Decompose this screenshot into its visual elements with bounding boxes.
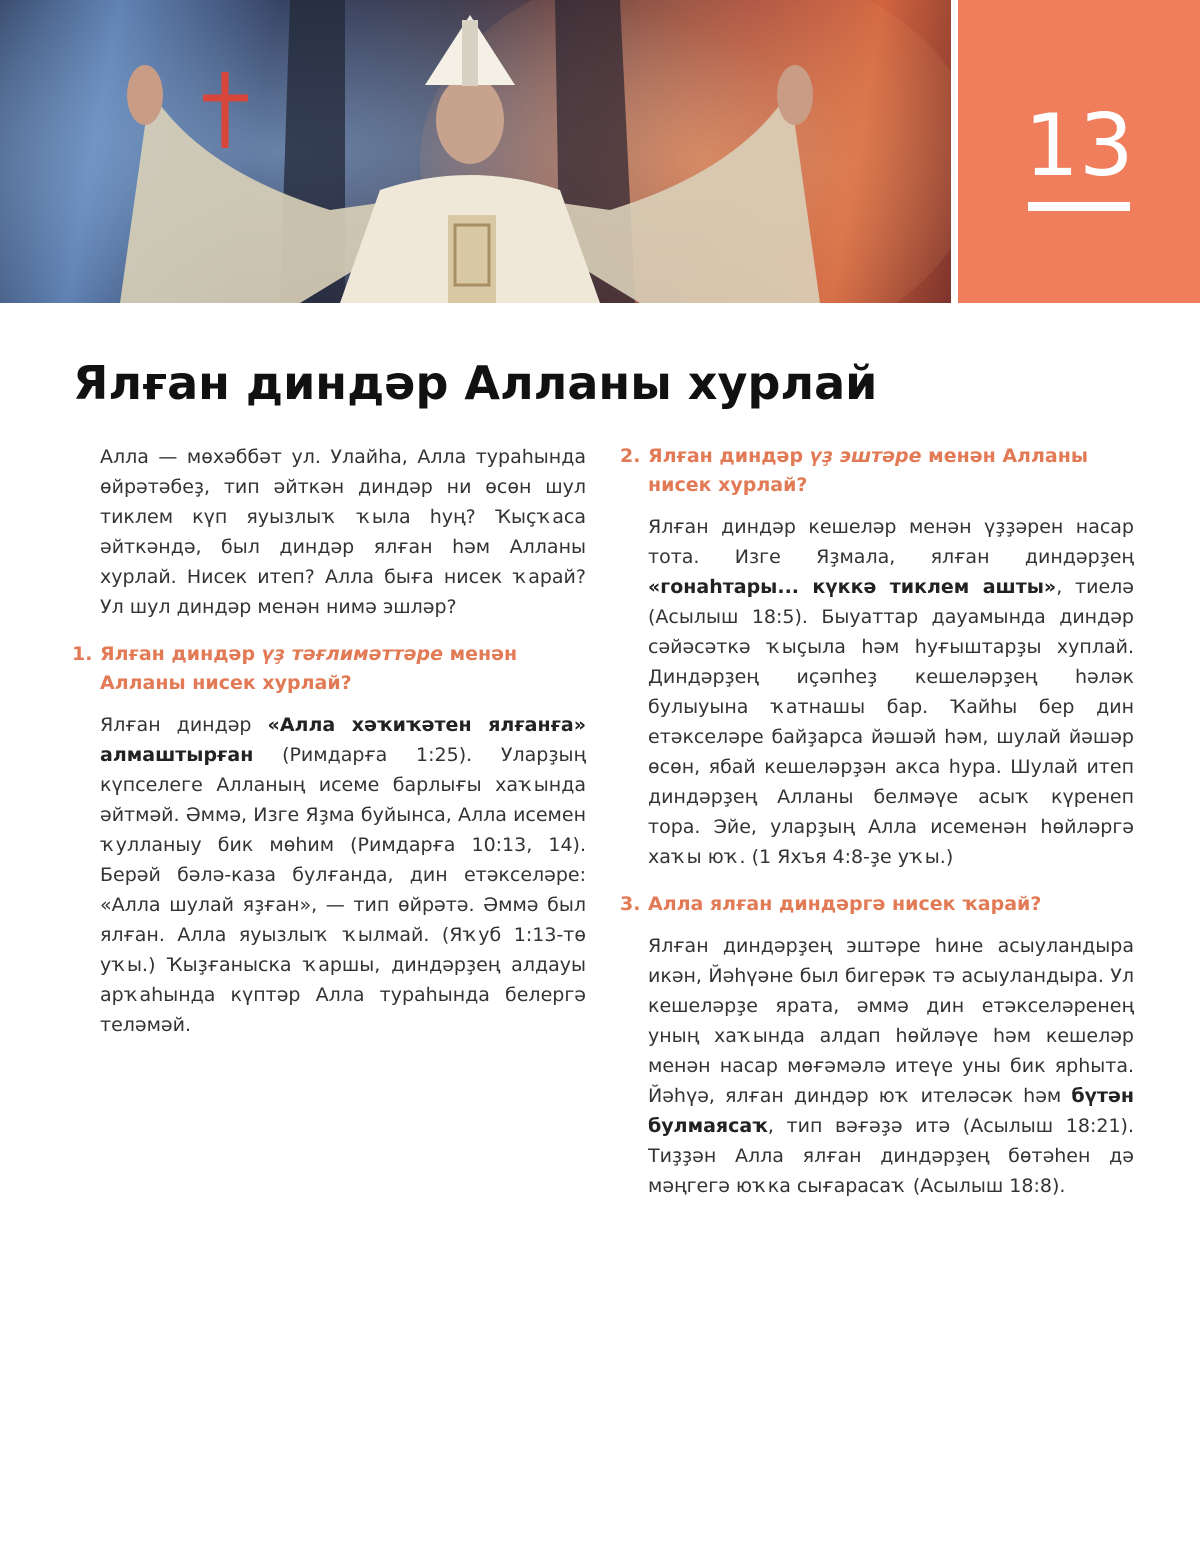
lesson-number-underline	[1028, 202, 1130, 211]
lesson-number: 13	[1024, 96, 1134, 196]
answer-2-part-a: Ялған диндәр кешеләр менән үҙҙәрен насар тота. Изге Яҙмала, ялған диндәрҙең	[648, 516, 1134, 568]
priest-illustration	[0, 0, 951, 303]
right-hand	[777, 65, 813, 125]
hero-gutter	[951, 0, 958, 303]
left-hand	[127, 65, 163, 125]
question-3-heading-part-a: Алла ялған диндәргә нисек ҡарай?	[648, 893, 1042, 915]
answer-3-paragraph	[620, 931, 1134, 1201]
intro-paragraph: Алла — мөхәббәт ул. Улайһа, Алла тураһында өйрәтәбеҙ, тип әйткән диндәр ни өсөн шул тиклем күп яуызлыҡ ҡыла һуң? Ҡыҫҡаса әйткәндә, был диндәр ялған һәм Алланы хурлай. Нисек итеп? Алла быға нисек ҡарай? Ул шул диндәр менән нимә эшләр?	[100, 446, 586, 618]
question-3-number: 3.	[620, 893, 641, 915]
answer-1-paragraph	[72, 710, 586, 1040]
question-1-heading-part-c: менән Алланы нисек хурлай?	[100, 643, 518, 694]
right-column	[620, 442, 1134, 1201]
hero-photo	[0, 0, 951, 303]
answer-2-bold: «гонаһтары... күккә тиклем ашты»	[648, 576, 1057, 598]
answer-1-part-a: Ялған диндәр	[100, 714, 268, 736]
answer-2-part-c: , тиелә (Асылыш 18:5). Быуаттар дауамында диндәр сәйәсәткә ҡыҫыла һәм һуғыштарҙы хуплай. Диндәрҙең иҫәпһеҙ кешеләрҙең һәләк булыуына ҡатнашы бар. Ҡайһы бер дин етәкселәре байҙарса йәшәй һәм, шулай йәшәр өсөн, ябай кешеләрҙән акса һура. Шулай итеп диндәрҙең Алланы белмәүе асыҡ күренеп тора. Эйе, уларҙың Алла исеменән һөйләргә хаҡы юҡ. (1 Яхъя 4:8-ҙе уҡы.)	[648, 576, 1134, 868]
question-1-heading-italic: үҙ тәғлимәттәре	[261, 643, 443, 665]
question-1-heading	[72, 640, 586, 698]
mitre-band	[462, 20, 478, 86]
answer-3-part-a: Ялған диндәрҙең эштәре һине асыуландыра икән, Йәһүәне был бигерәк тә асыуландыра. Ул кешеләрҙе ярата, әммә дин етәкселәренең уның хаҡында алдап һөйләүе һәм кешеләр менән насар мөғәмәлә итеүе уны бик ярһыта. Йәһүә, ялған диндәр юҡ ителәсәк һәм	[648, 935, 1134, 1107]
answer-2-paragraph	[620, 512, 1134, 872]
question-1-number: 1.	[72, 643, 93, 665]
page-title: Ялған диндәр Алланы хурлай	[73, 356, 878, 410]
question-2-heading-part-c: менән Алланы нисек хурлай?	[648, 445, 1089, 496]
answer-3-bold: бүтән булмаясаҡ	[648, 1085, 1134, 1137]
question-2-heading	[620, 442, 1134, 500]
question-2-number: 2.	[620, 445, 641, 467]
face	[436, 76, 504, 164]
question-2-heading-italic: үҙ эштәре	[809, 445, 922, 467]
answer-1-bold: «Алла хәҡиҡәтен ялғанға» алмаштырған	[100, 714, 586, 766]
left-column	[72, 442, 586, 1040]
answer-1-part-c: (Римдарға 1:25). Уларҙың күпселеге Алланың исеме барлығы хаҡында әйтмәй. Әммә, Изге Яҙма буйынса, Алла исемен ҡулланыу бик мөһим (Римдарға 10:13, 14). Берәй бәлә-каза булғанда, дин етәкселәре: «Алла шулай яҙған», — тип өйрәтә. Әммә был ялған. Алла яуызлыҡ ҡылмай. (Яҡуб 1:13-тө уҡы.) Ҡыҙғаныска ҡаршы, диндәрҙең алдауы арҡаһында күптәр Алла тураһында белергә теләмәй.	[100, 744, 586, 1036]
question-3-heading	[620, 890, 1134, 919]
question-2-heading-part-a: Ялған диндәр	[648, 445, 810, 467]
lesson-number-box	[958, 0, 1200, 303]
question-1-heading-part-a: Ялған диндәр	[100, 643, 262, 665]
answer-3-part-c: , тип вәғәҙә итә (Асылыш 18:21). Тиҙҙән Алла ялған диндәрҙең бөтәһен дә мәңгегә юҡка сығарасаҡ (Асылыш 18:8).	[648, 1115, 1134, 1197]
